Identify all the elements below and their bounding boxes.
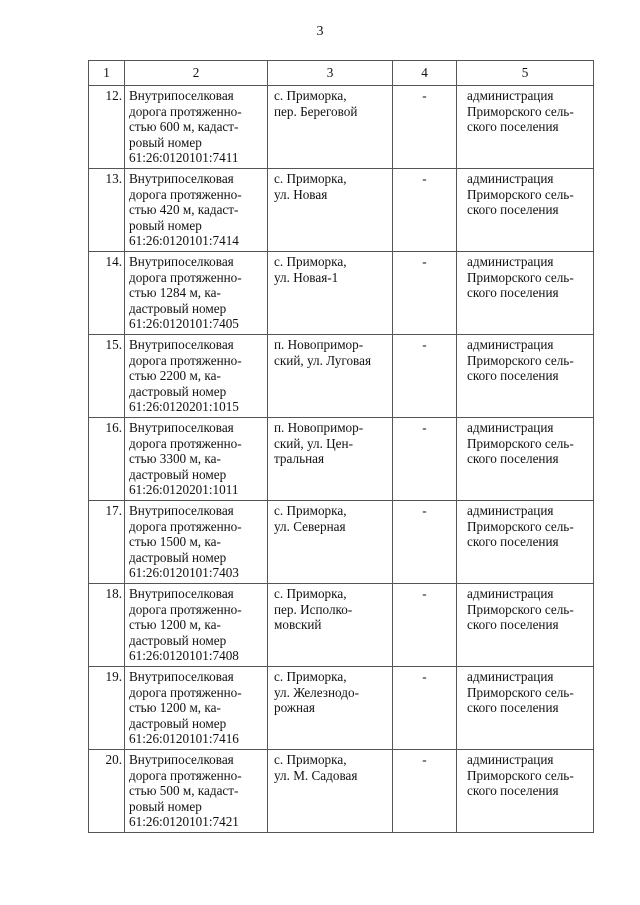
- object-description-line: дорога протяженно-: [129, 186, 242, 202]
- object-description: [125, 86, 268, 169]
- col4-value: -: [393, 418, 457, 501]
- object-description-line: Внутрипоселковая: [129, 586, 234, 601]
- header-row: [89, 61, 594, 86]
- header-col-2: 2: [125, 61, 268, 86]
- table-row: [89, 86, 594, 169]
- object-address-line: ский, ул. Цен-: [274, 435, 353, 451]
- header-col-3: 3: [268, 61, 393, 86]
- object-description: [125, 252, 268, 335]
- row-number: 18.: [89, 584, 125, 667]
- object-description-line: Внутрипоселковая: [129, 254, 234, 269]
- object-description-line: стью 600 м, кадаст-: [129, 119, 239, 134]
- object-description-line: дорога протяженно-: [129, 435, 242, 451]
- object-address-line: с. Приморка,: [274, 586, 347, 601]
- object-description-line: 61:26:0120101:7421: [129, 814, 239, 829]
- table-body: [89, 86, 594, 833]
- object-description-line: дастровый номер: [129, 466, 227, 482]
- object-description-line: стью 1200 м, ка-: [129, 617, 221, 632]
- owner-line: администрация: [467, 337, 554, 352]
- object-address-line: с. Приморка,: [274, 752, 347, 767]
- owner-line: ского поселения: [467, 534, 559, 549]
- object-address-line: с. Приморка,: [274, 503, 347, 518]
- table-row: [89, 418, 594, 501]
- table-row: [89, 667, 594, 750]
- table-row: [89, 335, 594, 418]
- object-address-line: ул. М. Садовая: [274, 767, 358, 783]
- owner-line: Приморского сель-: [467, 601, 574, 617]
- object-description: [125, 750, 268, 833]
- table-row: [89, 252, 594, 335]
- table-row: [89, 750, 594, 833]
- col4-value: -: [393, 750, 457, 833]
- owner-line: администрация: [467, 171, 554, 186]
- owner: [457, 252, 594, 335]
- object-description-line: Внутрипоселковая: [129, 420, 234, 435]
- object-description-line: дорога протяженно-: [129, 601, 242, 617]
- owner-line: Приморского сель-: [467, 186, 574, 202]
- object-address: [268, 667, 393, 750]
- object-description-line: Внутрипоселковая: [129, 88, 234, 103]
- col4-value: -: [393, 252, 457, 335]
- owner-line: Приморского сель-: [467, 435, 574, 451]
- object-address-line: п. Новопримор-: [274, 337, 364, 352]
- col4-value: -: [393, 584, 457, 667]
- owner-line: Приморского сель-: [467, 352, 574, 368]
- table-header: [89, 61, 594, 86]
- col4-value: -: [393, 335, 457, 418]
- object-description-line: дорога протяженно-: [129, 684, 242, 700]
- object-description-line: 61:26:0120101:7416: [129, 731, 239, 746]
- owner-line: администрация: [467, 669, 554, 684]
- object-description: [125, 501, 268, 584]
- object-address: [268, 252, 393, 335]
- object-description-line: 61:26:0120101:7405: [129, 316, 239, 331]
- col4-value: -: [393, 501, 457, 584]
- object-description: [125, 418, 268, 501]
- table-row: [89, 501, 594, 584]
- register-table: [88, 60, 594, 833]
- object-description-line: Внутрипоселковая: [129, 171, 234, 186]
- owner-line: ского поселения: [467, 451, 559, 466]
- row-number: 14.: [89, 252, 125, 335]
- object-address-line: с. Приморка,: [274, 254, 347, 269]
- owner-line: Приморского сель-: [467, 684, 574, 700]
- row-number: 20.: [89, 750, 125, 833]
- col4-value: -: [393, 667, 457, 750]
- object-description-line: дастровый номер: [129, 383, 227, 399]
- owner-line: Приморского сель-: [467, 518, 574, 534]
- object-description-line: стью 1500 м, ка-: [129, 534, 221, 549]
- object-address-line: ул. Северная: [274, 518, 346, 534]
- object-address: [268, 86, 393, 169]
- object-description-line: ровый номер: [129, 134, 202, 150]
- owner-line: ского поселения: [467, 202, 559, 217]
- owner-line: ского поселения: [467, 368, 559, 383]
- object-description-line: Внутрипоселковая: [129, 752, 234, 767]
- row-number: 19.: [89, 667, 125, 750]
- object-description-line: Внутрипоселковая: [129, 503, 234, 518]
- object-description-line: 61:26:0120201:1015: [129, 399, 239, 414]
- owner-line: ского поселения: [467, 617, 559, 632]
- owner-line: ского поселения: [467, 700, 559, 715]
- object-description-line: ровый номер: [129, 798, 202, 814]
- object-description-line: дорога протяженно-: [129, 767, 242, 783]
- owner: [457, 750, 594, 833]
- owner-line: администрация: [467, 503, 554, 518]
- owner-line: администрация: [467, 254, 554, 269]
- object-address-line: ул. Новая-1: [274, 269, 339, 285]
- owner: [457, 418, 594, 501]
- page-number: 3: [316, 24, 324, 39]
- owner: [457, 584, 594, 667]
- table-row: [89, 169, 594, 252]
- object-description-line: 61:26:0120101:7408: [129, 648, 239, 663]
- object-address-line: рожная: [274, 700, 315, 715]
- owner: [457, 169, 594, 252]
- object-description-line: 61:26:0120101:7403: [129, 565, 239, 580]
- object-description-line: 61:26:0120101:7411: [129, 150, 239, 165]
- header-col-1: 1: [89, 61, 125, 86]
- object-address: [268, 584, 393, 667]
- object-address-line: с. Приморка,: [274, 669, 347, 684]
- owner: [457, 667, 594, 750]
- header-col-5: 5: [457, 61, 594, 86]
- owner: [457, 86, 594, 169]
- owner-line: Приморского сель-: [467, 269, 574, 285]
- object-description-line: Внутрипоселковая: [129, 669, 234, 684]
- row-number: 15.: [89, 335, 125, 418]
- object-description: [125, 667, 268, 750]
- object-address-line: пер. Исполко-: [274, 601, 353, 617]
- owner-line: ского поселения: [467, 783, 559, 798]
- object-description-line: дастровый номер: [129, 715, 227, 731]
- object-description-line: 61:26:0120201:1011: [129, 482, 239, 497]
- object-address-line: с. Приморка,: [274, 88, 347, 103]
- row-number: 17.: [89, 501, 125, 584]
- col4-value: -: [393, 169, 457, 252]
- object-description-line: дорога протяженно-: [129, 269, 242, 285]
- object-description-line: стью 3300 м, ка-: [129, 451, 221, 466]
- object-description-line: дастровый номер: [129, 549, 227, 565]
- object-address-line: с. Приморка,: [274, 171, 347, 186]
- object-description-line: стью 1200 м, ка-: [129, 700, 221, 715]
- object-description-line: дорога протяженно-: [129, 518, 242, 534]
- object-description-line: дорога протяженно-: [129, 352, 242, 368]
- object-description: [125, 584, 268, 667]
- table-row: [89, 584, 594, 667]
- owner-line: администрация: [467, 420, 554, 435]
- owner: [457, 501, 594, 584]
- object-address-line: ул. Новая: [274, 186, 328, 202]
- object-description-line: ровый номер: [129, 217, 202, 233]
- owner-line: администрация: [467, 586, 554, 601]
- owner-line: администрация: [467, 752, 554, 767]
- object-description-line: дастровый номер: [129, 300, 227, 316]
- owner: [457, 335, 594, 418]
- row-number: 16.: [89, 418, 125, 501]
- col4-value: -: [393, 86, 457, 169]
- object-address: [268, 169, 393, 252]
- row-number: 12.: [89, 86, 125, 169]
- row-number: 13.: [89, 169, 125, 252]
- object-address-line: ул. Железнодо-: [274, 684, 359, 700]
- object-description-line: дастровый номер: [129, 632, 227, 648]
- object-description: [125, 335, 268, 418]
- object-address: [268, 501, 393, 584]
- object-address-line: п. Новопримор-: [274, 420, 364, 435]
- object-address: [268, 418, 393, 501]
- owner-line: администрация: [467, 88, 554, 103]
- object-description-line: Внутрипоселковая: [129, 337, 234, 352]
- object-address-line: тральная: [274, 451, 325, 466]
- header-col-4: 4: [393, 61, 457, 86]
- object-address: [268, 750, 393, 833]
- object-description-line: стью 1284 м, ка-: [129, 285, 221, 300]
- object-address-line: мовский: [274, 617, 322, 632]
- object-description-line: 61:26:0120101:7414: [129, 233, 239, 248]
- object-address-line: пер. Береговой: [274, 103, 358, 119]
- owner-line: ского поселения: [467, 285, 559, 300]
- owner-line: ского поселения: [467, 119, 559, 134]
- object-description-line: стью 420 м, кадаст-: [129, 202, 239, 217]
- object-address-line: ский, ул. Луговая: [274, 352, 372, 368]
- owner-line: Приморского сель-: [467, 767, 574, 783]
- object-description-line: стью 2200 м, ка-: [129, 368, 221, 383]
- object-description: [125, 169, 268, 252]
- object-address: [268, 335, 393, 418]
- owner-line: Приморского сель-: [467, 103, 574, 119]
- object-description-line: стью 500 м, кадаст-: [129, 783, 239, 798]
- object-description-line: дорога протяженно-: [129, 103, 242, 119]
